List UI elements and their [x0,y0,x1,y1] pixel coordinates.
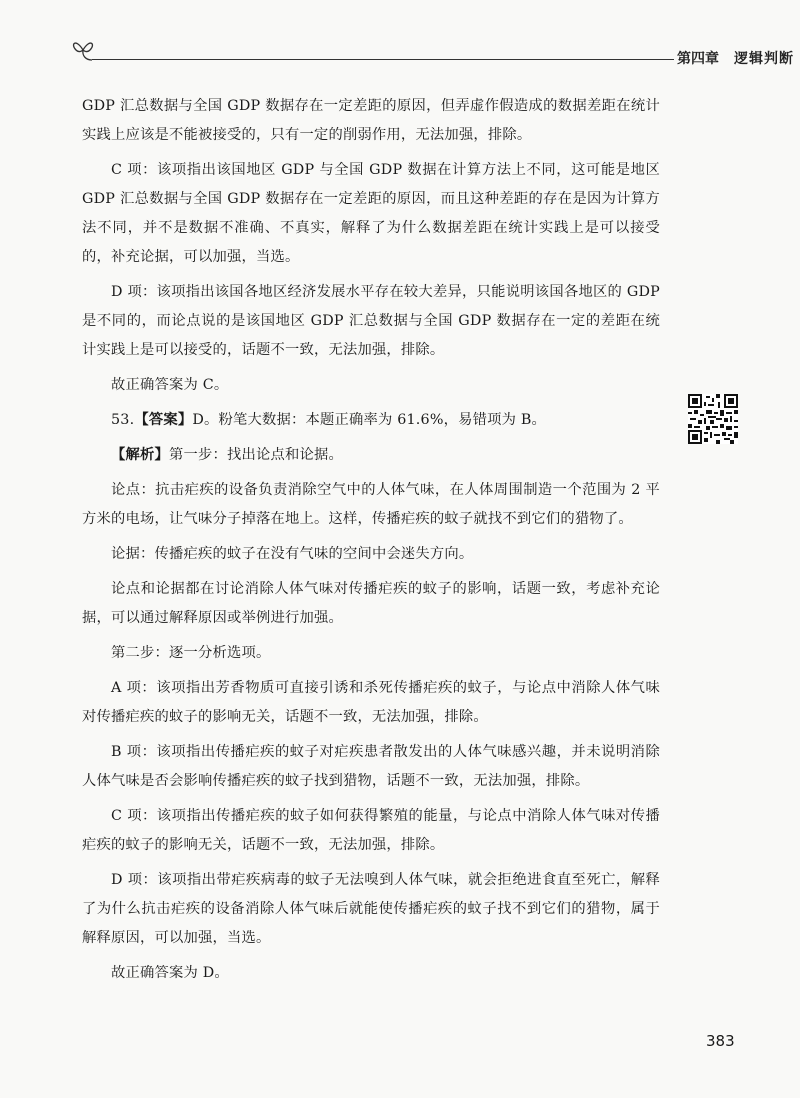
page-number: 383 [706,1032,735,1050]
analysis-step: 第一步：找出论点和论据。 [169,447,343,463]
page-header [70,34,794,74]
paragraph: 论据：传播疟疾的蚊子在没有气味的空间中会迷失方向。 [111,546,474,562]
paragraph: D 项：该项指出该国各地区经济发展水平存在较大差异，只能说明该国各地区的 GDP 是不同的，而论点说的是该国地区 GDP 汇总数据与全国 GDP 数据存在一定的差距在统计实践上是可以接受的，话题不一致，无法加强，排除。 [82,284,660,358]
qr-code-icon[interactable] [688,394,738,444]
chapter-label: 第四章 [677,51,719,67]
paragraph: D 项：该项指出带疟疾病毒的蚊子无法嗅到人体气味，就会拒绝进食直至死亡，解释了为什么抗击疟疾的设备消除人体气味后就能使传播疟疾的蚊子找不到它们的猎物，属于解释原因，可以加强，当选。 [82,872,660,946]
paragraph: B 项：该项指出传播疟疾的蚊子对疟疾患者散发出的人体气味感兴趣，并未说明消除人体气味是否会影响传播疟疾的蚊子找到猎物，话题不一致，无法加强，排除。 [82,744,660,789]
question-number: 53. [111,412,135,428]
chapter-title: 逻辑判断 [734,51,794,67]
answer-text: D。粉笔大数据：本题正确率为 61.6%，易错项为 B。 [192,412,547,428]
paragraph: 故正确答案为 D。 [111,965,229,981]
paragraph: 论点：抗击疟疾的设备负责消除空气中的人体气味，在人体周围制造一个范围为 2 平方米的电场，让气味分子掉落在地上。这样，传播疟疾的蚊子就找不到它们的猎物了。 [82,482,660,527]
answer-line [82,406,660,435]
paragraph: A 项：该项指出芳香物质可直接引诱和杀死传播疟疾的蚊子，与论点中消除人体气味对传播疟疾的蚊子的影响无关，话题不一致，无法加强，排除。 [82,680,660,725]
analysis-line [82,441,660,470]
paragraph: 论点和论据都在讨论消除人体气味对传播疟疾的蚊子的影响，话题一致，考虑补充论据，可以通过解释原因或举例进行加强。 [82,581,660,626]
answer-tag: 【答案】 [134,412,193,428]
leaf-ornament-icon [70,34,96,68]
paragraph: GDP 汇总数据与全国 GDP 数据存在一定差距的原因，但弄虚作假造成的数据差距在统计实践上应该是不能被接受的，只有一定的削弱作用，无法加强，排除。 [82,98,660,143]
paragraph: 第二步：逐一分析选项。 [111,645,271,661]
paragraph: 故正确答案为 C。 [111,377,229,393]
paragraph: C 项：该项指出传播疟疾的蚊子如何获得繁殖的能量，与论点中消除人体气味对传播疟疾的蚊子的影响无关，话题不一致，无法加强，排除。 [82,808,660,853]
paragraph: C 项：该项指出该国地区 GDP 与全国 GDP 数据在计算方法上不同，这可能是地区 GDP 汇总数据与全国 GDP 数据存在一定差距的原因，而且这种差距的存在是因为计算方法不同，并不是数据不准确、不真实，解释了为什么数据差距在统计实践上是可以接受的，补充论据，可以加强，当选。 [82,162,660,265]
header-rule [92,59,674,60]
analysis-tag: 【解析】 [111,447,169,463]
page-body [82,92,660,994]
